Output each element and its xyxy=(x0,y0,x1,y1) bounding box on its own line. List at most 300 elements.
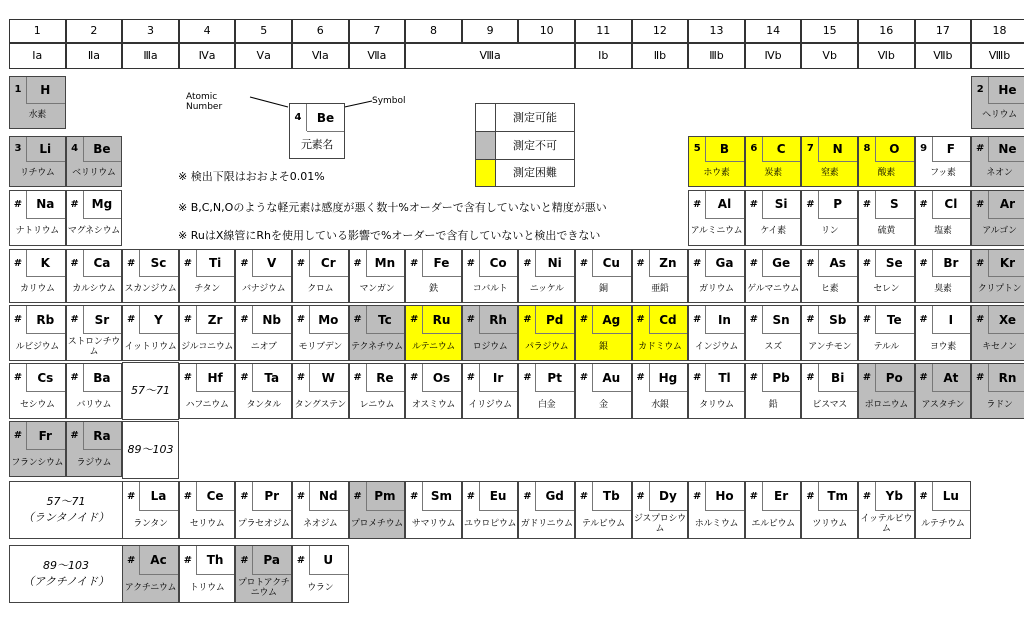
element-f xyxy=(915,136,972,187)
element-symbol: Dy xyxy=(649,482,688,511)
legend-example-symbol: Be xyxy=(307,104,344,132)
element-rb xyxy=(9,305,66,361)
element-number: # xyxy=(972,250,989,276)
element-be xyxy=(66,136,123,187)
element-name: キセノン xyxy=(982,341,1017,352)
element-symbol: Al xyxy=(705,191,744,219)
element-ni xyxy=(518,249,575,303)
element-symbol: Mn xyxy=(366,250,405,277)
group-number-4: 4 xyxy=(179,19,236,43)
element-pt xyxy=(518,363,575,419)
element-name: リチウム xyxy=(20,168,55,179)
element-number: # xyxy=(689,364,706,391)
element-name: トリウム xyxy=(189,583,225,593)
element-name: ホウ素 xyxy=(703,168,730,179)
element-name: ガリウム xyxy=(699,284,734,295)
element-symbol: Th xyxy=(196,546,235,575)
element-number: # xyxy=(463,482,480,510)
element-in xyxy=(688,305,745,361)
element-symbol: Sc xyxy=(139,250,178,277)
lanthanide-row-label: 57～71 （ランタノイド） xyxy=(9,481,123,539)
element-symbol: Na xyxy=(26,191,65,219)
element-name: ポロニウム xyxy=(864,399,908,410)
element-symbol: As xyxy=(818,250,857,277)
element-symbol: La xyxy=(139,482,178,511)
element-ga xyxy=(688,249,745,303)
element-ar xyxy=(971,190,1024,246)
element-number: # xyxy=(802,306,819,333)
legend-example-name: 元素名 xyxy=(300,137,334,151)
group-number-6: 6 xyxy=(292,19,349,43)
element-number: # xyxy=(746,306,763,333)
element-symbol: Nd xyxy=(309,482,348,511)
element-number: # xyxy=(406,482,423,510)
element-symbol: Sb xyxy=(818,306,857,334)
element-number: 3 xyxy=(10,137,27,162)
element-symbol: Ta xyxy=(252,364,291,392)
element-name: イットリウム xyxy=(124,341,177,352)
element-number: # xyxy=(916,482,933,510)
element-pa xyxy=(235,545,292,603)
element-name: ツリウム xyxy=(812,519,848,529)
element-name: サマリウム xyxy=(411,519,456,529)
element-co xyxy=(462,249,519,303)
legend-swatch-ok xyxy=(476,104,496,132)
element-bi xyxy=(801,363,858,419)
element-cs xyxy=(9,363,66,419)
element-name: チタン xyxy=(194,284,220,295)
element-name: ガドリニウム xyxy=(520,519,573,529)
element-symbol: V xyxy=(252,250,291,277)
element-ir xyxy=(462,363,519,419)
element-number: # xyxy=(576,364,593,391)
element-fr xyxy=(9,421,66,477)
element-name: ハフニウム xyxy=(185,399,229,410)
element-pd xyxy=(518,305,575,361)
element-symbol: Re xyxy=(366,364,405,392)
element-number: # xyxy=(576,250,593,276)
element-eu xyxy=(462,481,519,539)
element-name: フランシウム xyxy=(11,457,64,468)
element-th xyxy=(179,545,236,603)
element-name: 塩素 xyxy=(934,226,952,237)
element-number: # xyxy=(123,482,140,510)
element-number: # xyxy=(180,250,197,276)
element-hg xyxy=(632,363,689,419)
element-ce xyxy=(179,481,236,539)
element-name: ニオブ xyxy=(250,341,277,352)
element-yb xyxy=(858,481,915,539)
element-number: 7 xyxy=(802,137,819,162)
element-number: # xyxy=(633,306,650,333)
element-sc xyxy=(122,249,179,303)
element-pb xyxy=(745,363,802,419)
element-y xyxy=(122,305,179,361)
element-number: # xyxy=(350,482,367,510)
element-symbol: Ce xyxy=(196,482,235,511)
element-name: インジウム xyxy=(694,341,739,352)
element-cd xyxy=(632,305,689,361)
element-name: ヒ素 xyxy=(820,284,839,295)
element-name: ネオン xyxy=(986,168,1013,179)
group-roman-15: Ⅶb xyxy=(915,43,972,69)
group-roman-1: Ⅰa xyxy=(9,43,66,69)
element-name: クリプトン xyxy=(977,284,1022,295)
element-v xyxy=(235,249,292,303)
element-name: ラドン xyxy=(986,399,1013,410)
element-number: # xyxy=(293,306,310,333)
note-detection-limit: ※ 検出下限はおおよそ0.01% xyxy=(178,170,325,183)
element-number: # xyxy=(746,482,763,510)
element-au xyxy=(575,363,632,419)
element-number: # xyxy=(576,306,593,333)
element-symbol: Kr xyxy=(988,250,1024,277)
element-name: アルゴン xyxy=(982,226,1017,237)
element-number: # xyxy=(10,364,27,391)
note-light-elements: ※ B,C,N,Oのような軽元素は感度が悪く数十%オーダーで含有していないと精度が悪い xyxy=(178,201,607,214)
element-re xyxy=(349,363,406,419)
element-symbol: Te xyxy=(875,306,914,334)
element-number: 1 xyxy=(10,77,27,103)
element-o xyxy=(858,136,915,187)
group-number-11: 11 xyxy=(575,19,632,43)
element-name: アスタチン xyxy=(921,399,965,410)
element-name: 酸素 xyxy=(877,168,895,179)
element-name: セレン xyxy=(873,284,900,295)
element-name: セリウム xyxy=(189,519,225,529)
element-name: スズ xyxy=(764,341,782,352)
element-dy xyxy=(632,481,689,539)
element-number: # xyxy=(633,250,650,276)
element-name: 銅 xyxy=(598,284,608,295)
element-name: エルビウム xyxy=(751,519,795,529)
element-symbol: Li xyxy=(26,137,65,163)
element-name: 金 xyxy=(598,399,608,410)
element-name: アルミニウム xyxy=(690,226,743,237)
element-er xyxy=(745,481,802,539)
element-symbol: Fr xyxy=(26,422,65,450)
group-number-13: 13 xyxy=(688,19,745,43)
element-name: カリウム xyxy=(19,284,55,295)
element-s xyxy=(858,190,915,246)
element-symbol: He xyxy=(988,77,1024,104)
element-name: 窒素 xyxy=(820,168,839,179)
element-symbol: Gd xyxy=(535,482,574,511)
element-number: # xyxy=(802,482,819,510)
atomic-number-label: Atomic Number xyxy=(186,92,223,112)
element-name: カルシウム xyxy=(72,284,116,295)
element-number: # xyxy=(10,422,27,449)
element-zr xyxy=(179,305,236,361)
element-number: # xyxy=(633,364,650,391)
element-symbol: Y xyxy=(139,306,178,334)
element-name: ベリリウム xyxy=(72,168,116,179)
element-number: # xyxy=(689,250,706,276)
group-number-12: 12 xyxy=(632,19,689,43)
element-symbol: Rn xyxy=(988,364,1024,392)
element-symbol: Ag xyxy=(592,306,631,334)
element-mn xyxy=(349,249,406,303)
element-pm xyxy=(349,481,406,539)
element-name: クロム xyxy=(307,284,334,295)
element-tb xyxy=(575,481,632,539)
element-os xyxy=(405,363,462,419)
element-name: カドミウム xyxy=(638,341,682,352)
group-roman-9: Ⅰb xyxy=(575,43,632,69)
element-n xyxy=(801,136,858,187)
element-symbol: W xyxy=(309,364,348,392)
element-number: # xyxy=(972,137,989,162)
element-symbol: H xyxy=(26,77,65,104)
element-number: # xyxy=(67,364,84,391)
element-i xyxy=(915,305,972,361)
element-ra xyxy=(66,421,123,477)
element-name: テルビウム xyxy=(581,519,625,529)
element-symbol: Ra xyxy=(83,422,122,450)
element-u xyxy=(292,545,349,603)
group-roman-4: Ⅳa xyxy=(179,43,236,69)
element-symbol: Sr xyxy=(83,306,122,334)
element-symbol: Mg xyxy=(83,191,122,219)
element-si xyxy=(745,190,802,246)
element-name: 硫黄 xyxy=(877,226,895,237)
element-symbol: S xyxy=(875,191,914,219)
symbol-label: Symbol xyxy=(372,96,406,106)
group-number-16: 16 xyxy=(858,19,915,43)
element-number: # xyxy=(972,364,989,391)
element-number: # xyxy=(123,546,140,574)
element-number: # xyxy=(180,364,197,391)
element-rh xyxy=(462,305,519,361)
element-name: アンチモン xyxy=(808,341,852,352)
element-he xyxy=(971,76,1024,129)
element-number: # xyxy=(406,364,423,391)
element-b xyxy=(688,136,745,187)
element-symbol: Cs xyxy=(26,364,65,392)
legend-swatch-hard xyxy=(476,160,496,186)
element-symbol: Au xyxy=(592,364,631,392)
element-number: # xyxy=(293,250,310,276)
group-roman-5: Ⅴa xyxy=(235,43,292,69)
element-symbol: Pt xyxy=(535,364,574,392)
legend-example-number: 4 xyxy=(290,104,307,131)
element-number: # xyxy=(67,422,84,449)
element-name: テクネチウム xyxy=(351,341,403,352)
element-symbol: I xyxy=(932,306,971,334)
element-number: # xyxy=(350,250,367,276)
element-symbol: U xyxy=(309,546,348,575)
element-number: # xyxy=(293,364,310,391)
element-ag xyxy=(575,305,632,361)
element-name: パラジウム xyxy=(524,341,569,352)
element-number: # xyxy=(10,250,27,276)
element-p xyxy=(801,190,858,246)
element-number: # xyxy=(236,546,253,574)
element-tc xyxy=(349,305,406,361)
element-symbol: Ti xyxy=(196,250,235,277)
element-name: ランタン xyxy=(133,519,168,529)
element-number: # xyxy=(859,191,876,218)
element-name: タングステン xyxy=(294,399,346,410)
group-roman-2: Ⅱa xyxy=(66,43,123,69)
element-number: # xyxy=(123,306,140,333)
element-number: # xyxy=(519,306,536,333)
element-kr xyxy=(971,249,1024,303)
element-as xyxy=(801,249,858,303)
element-symbol: Hf xyxy=(196,364,235,392)
element-w xyxy=(292,363,349,419)
element-symbol: Pa xyxy=(252,546,291,575)
element-name: スカンジウム xyxy=(124,284,177,295)
element-name: ジスプロシウム xyxy=(633,514,686,534)
element-symbol: Mo xyxy=(309,306,348,334)
element-number: # xyxy=(180,482,197,510)
element-symbol: Co xyxy=(479,250,518,277)
element-name: マンガン xyxy=(359,284,395,295)
element-number: # xyxy=(463,250,480,276)
element-symbol: Ne xyxy=(988,137,1024,163)
element-symbol: Ho xyxy=(705,482,744,511)
element-zn xyxy=(632,249,689,303)
element-number: # xyxy=(350,364,367,391)
element-number: # xyxy=(67,191,84,218)
element-xe xyxy=(971,305,1024,361)
element-symbol: Cl xyxy=(932,191,971,219)
element-symbol: Zn xyxy=(649,250,688,277)
element-ac xyxy=(122,545,179,603)
element-name: ラジウム xyxy=(76,457,112,468)
element-number: 8 xyxy=(859,137,876,162)
element-name: プラセオジム xyxy=(237,519,290,529)
element-number: # xyxy=(180,546,197,574)
element-symbol: C xyxy=(762,137,801,163)
element-symbol: Ca xyxy=(83,250,122,277)
element-sr xyxy=(66,305,123,361)
element-symbol: Ni xyxy=(535,250,574,277)
element-number: # xyxy=(350,306,367,333)
element-symbol: Sm xyxy=(422,482,461,511)
element-name: ヘリウム xyxy=(982,110,1017,121)
actinide-row-label: 89～103 （アクチノイド） xyxy=(9,545,123,603)
element-symbol: O xyxy=(875,137,914,163)
element-name: ユウロピウム xyxy=(464,519,517,529)
element-sn xyxy=(745,305,802,361)
group-number-1: 1 xyxy=(9,19,66,43)
group-roman-16: Ⅷb xyxy=(971,43,1024,69)
element-lu xyxy=(915,481,972,539)
element-number: # xyxy=(859,364,876,391)
element-ca xyxy=(66,249,123,303)
legend-swatch-ng xyxy=(476,132,496,160)
element-number: # xyxy=(10,191,27,218)
element-number: # xyxy=(463,306,480,333)
group-number-2: 2 xyxy=(66,19,123,43)
element-number: # xyxy=(802,250,819,276)
element-name: アクチニウム xyxy=(124,583,177,593)
element-number: # xyxy=(519,482,536,510)
element-name: 鉄 xyxy=(429,284,438,295)
element-name: タリウム xyxy=(699,399,734,410)
element-symbol: F xyxy=(932,137,971,163)
element-name: ホルミウム xyxy=(694,519,739,529)
element-name: フッ素 xyxy=(930,168,956,179)
element-te xyxy=(858,305,915,361)
element-h xyxy=(9,76,66,129)
element-symbol: Tb xyxy=(592,482,631,511)
group-roman-3: Ⅲa xyxy=(122,43,179,69)
element-ru xyxy=(405,305,462,361)
element-sb xyxy=(801,305,858,361)
element-name: プロトアクチニウム xyxy=(237,578,290,598)
group-number-15: 15 xyxy=(801,19,858,43)
legend-example-cell xyxy=(289,103,345,159)
element-symbol: Tl xyxy=(705,364,744,392)
element-symbol: Pb xyxy=(762,364,801,392)
element-name: ジルコニウム xyxy=(181,341,234,352)
element-symbol: In xyxy=(705,306,744,334)
element-symbol: Ar xyxy=(988,191,1024,219)
element-nb xyxy=(235,305,292,361)
element-nd xyxy=(292,481,349,539)
element-po xyxy=(858,363,915,419)
element-symbol: Bi xyxy=(818,364,857,392)
element-symbol: Be xyxy=(83,137,122,163)
element-symbol: Zr xyxy=(196,306,235,334)
group-roman-11: Ⅲb xyxy=(688,43,745,69)
element-name: イリジウム xyxy=(468,399,512,410)
element-symbol: Rh xyxy=(479,306,518,334)
element-name: バリウム xyxy=(76,399,112,410)
element-symbol: Br xyxy=(932,250,971,277)
element-number: # xyxy=(463,364,480,391)
element-name: 水素 xyxy=(28,110,46,121)
element-number: 4 xyxy=(67,137,84,162)
element-mg xyxy=(66,190,123,246)
element-symbol: Cd xyxy=(649,306,688,334)
element-name: 白金 xyxy=(537,399,556,410)
element-cl xyxy=(915,190,972,246)
element-symbol: Ac xyxy=(139,546,178,575)
element-rn xyxy=(971,363,1024,419)
element-ne xyxy=(971,136,1024,187)
element-number: # xyxy=(406,306,423,333)
element-name: レニウム xyxy=(359,399,395,410)
group-roman-14: Ⅵb xyxy=(858,43,915,69)
element-number: # xyxy=(236,306,253,333)
element-name: ロジウム xyxy=(472,341,508,352)
element-name: プロメチウム xyxy=(350,519,403,529)
element-number: # xyxy=(293,546,310,574)
element-name: ルテニウム xyxy=(411,341,456,352)
element-symbol: Rb xyxy=(26,306,65,334)
element-symbol: Eu xyxy=(479,482,518,511)
element-ti xyxy=(179,249,236,303)
actinide-placeholder: 89～103 xyxy=(122,421,179,479)
group-number-17: 17 xyxy=(915,19,972,43)
element-tl xyxy=(688,363,745,419)
element-number: # xyxy=(916,306,933,333)
group-roman-8: Ⅷa xyxy=(405,43,575,69)
element-symbol: Ba xyxy=(83,364,122,392)
element-number: # xyxy=(859,250,876,276)
element-ta xyxy=(235,363,292,419)
legend-label-ok: 測定可能 xyxy=(496,104,574,132)
element-number: # xyxy=(519,364,536,391)
element-name: マグネシウム xyxy=(67,226,120,237)
element-name: 炭素 xyxy=(764,168,782,179)
element-number: # xyxy=(746,191,763,218)
element-number: # xyxy=(406,250,423,276)
